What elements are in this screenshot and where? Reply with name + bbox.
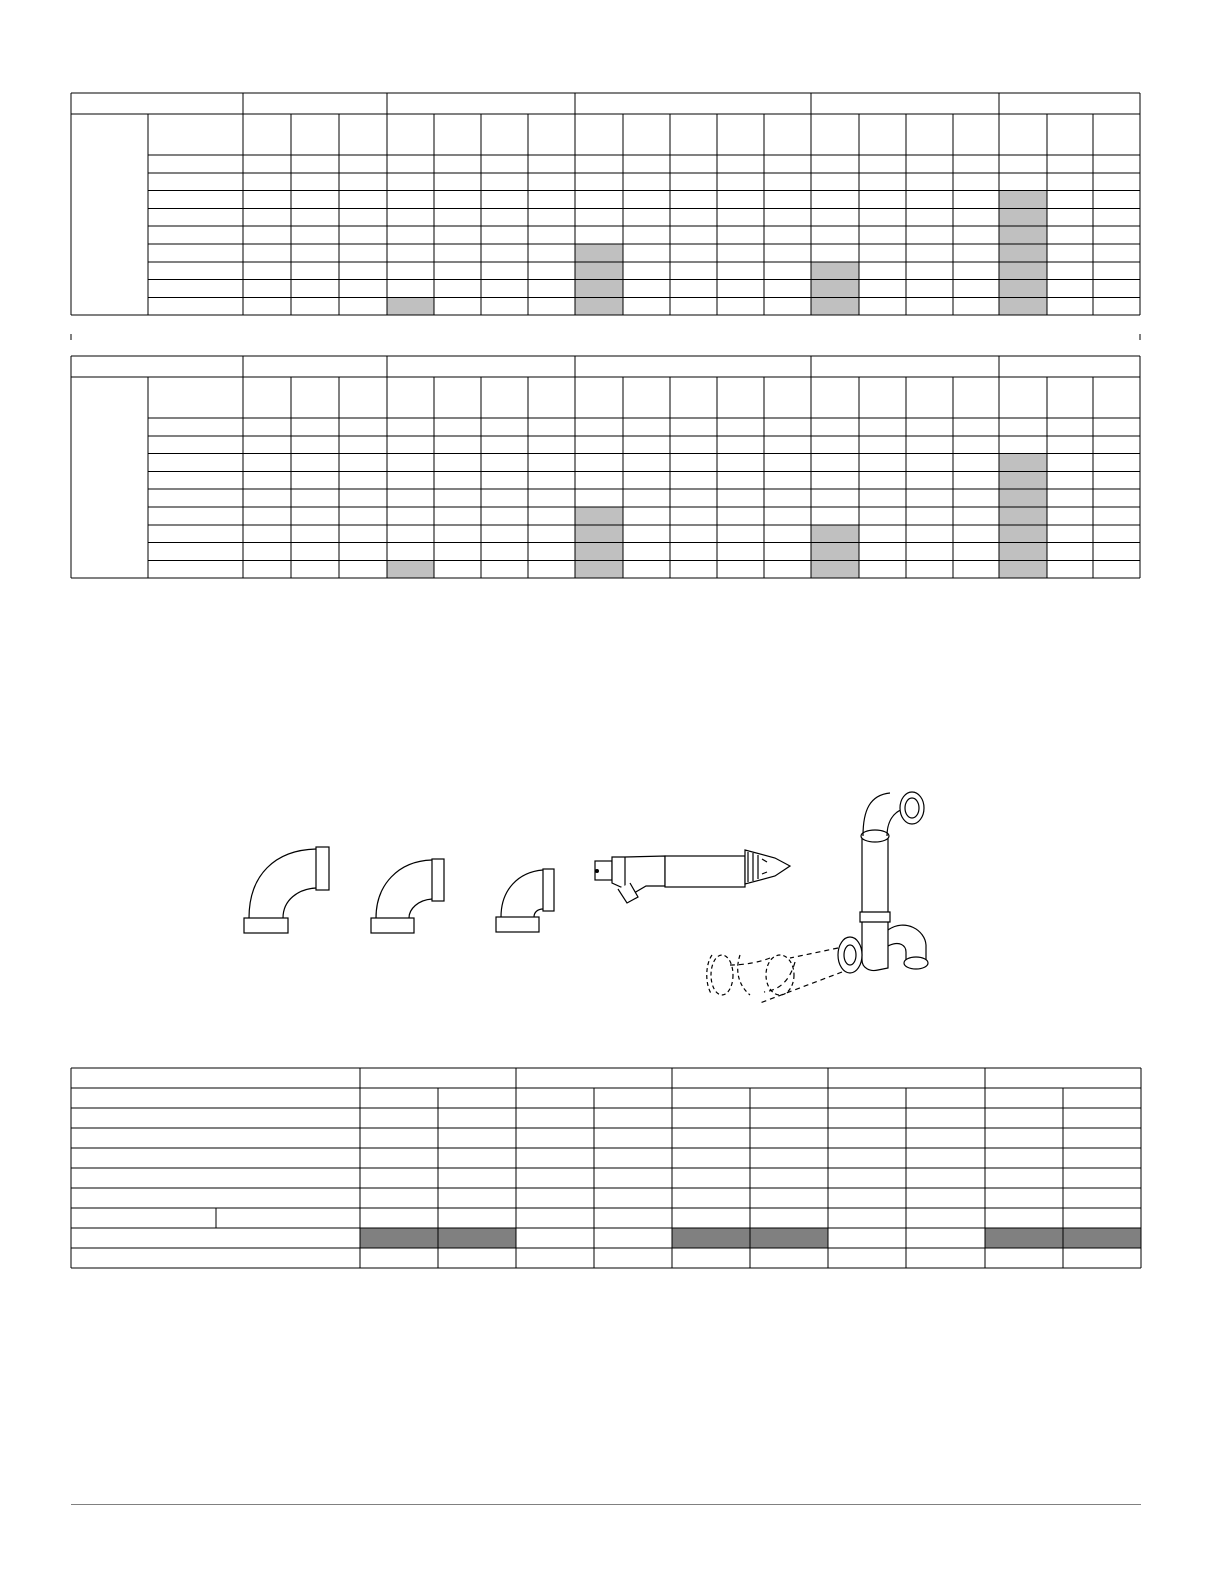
- footer-rule: [71, 1504, 1141, 1505]
